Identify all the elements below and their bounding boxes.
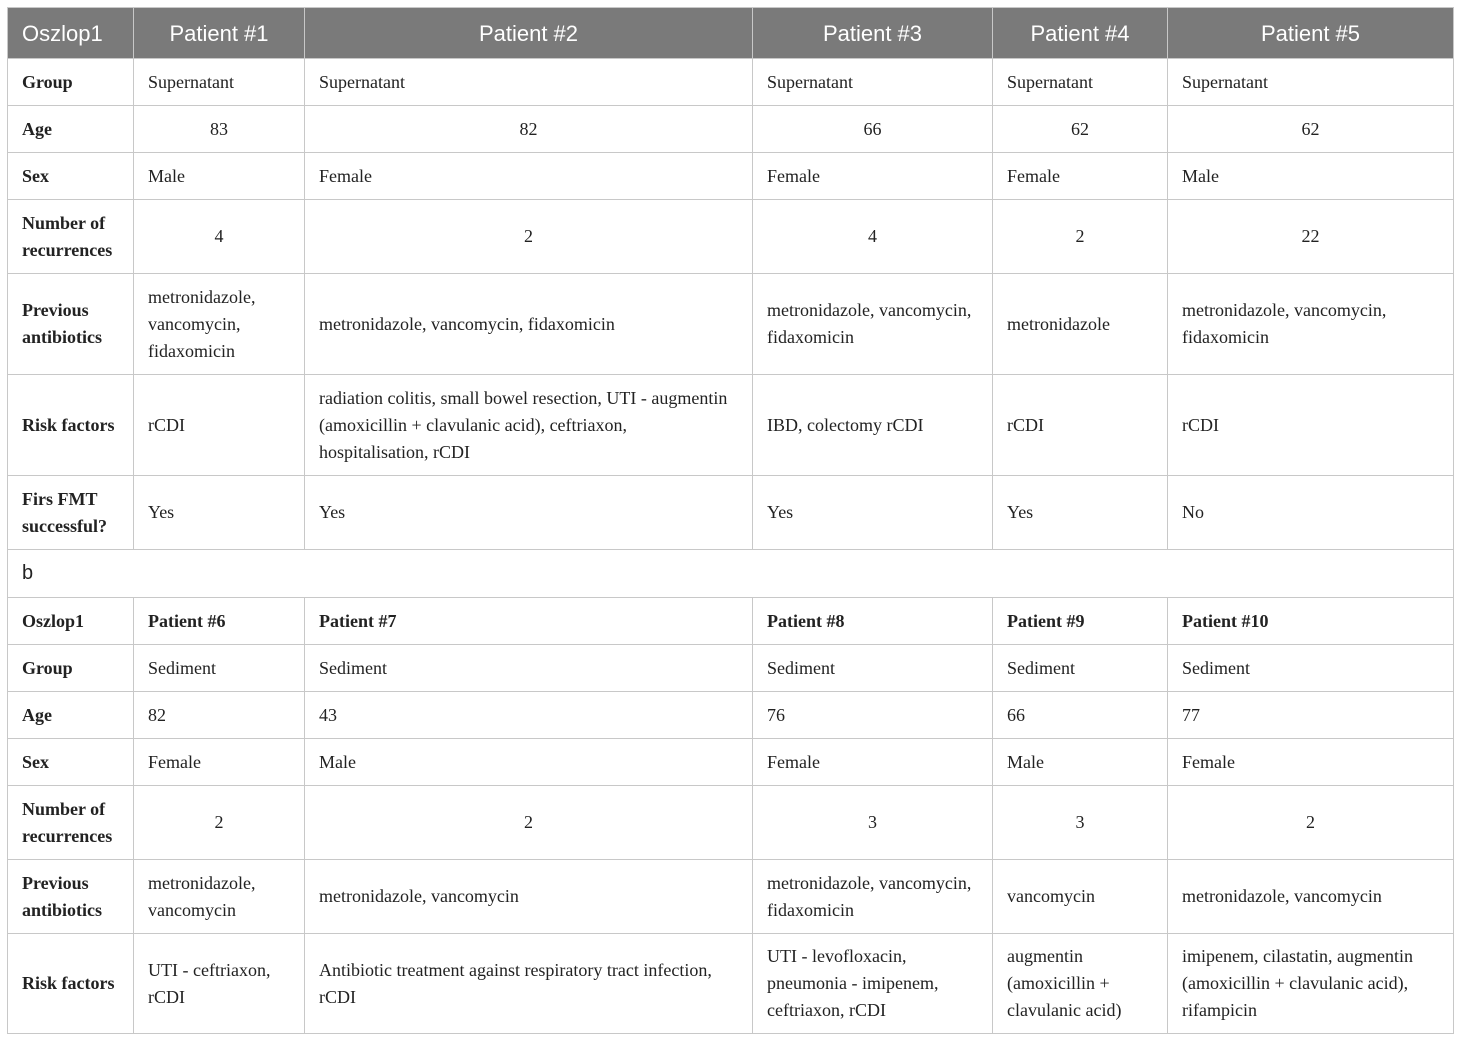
table-row-age xyxy=(8,692,1454,739)
table-cell: 2 xyxy=(1168,786,1454,860)
table-cell: 2 xyxy=(993,200,1168,274)
table-row-sex xyxy=(8,153,1454,200)
table-a-header-corner: Oszlop1 xyxy=(8,8,134,59)
table-cell: 62 xyxy=(993,106,1168,153)
table-cell: vancomycin xyxy=(993,860,1168,934)
table-cell: 76 xyxy=(753,692,993,739)
table-b-header-corner: Oszlop1 xyxy=(8,598,134,645)
table-cell: Sediment xyxy=(305,645,753,692)
row-label: Number of recurrences xyxy=(8,786,134,860)
table-cell: Female xyxy=(305,153,753,200)
table-row-previous-antibiotics xyxy=(8,274,1454,375)
table-b-header-patient-8: Patient #8 xyxy=(753,598,993,645)
table-cell: metronidazole, vancomycin, fidaxomicin xyxy=(753,860,993,934)
table-cell: metronidazole, vancomycin, fidaxomicin xyxy=(305,274,753,375)
table-cell: Sediment xyxy=(134,645,305,692)
patient-characteristics-table xyxy=(7,7,1454,1034)
table-cell: 4 xyxy=(134,200,305,274)
table-cell: Male xyxy=(993,739,1168,786)
section-b-label: b xyxy=(8,550,1454,598)
table-cell: metronidazole, vancomycin xyxy=(305,860,753,934)
table-cell: 62 xyxy=(1168,106,1454,153)
row-label: Previous antibiotics xyxy=(8,274,134,375)
table-row-first-fmt xyxy=(8,476,1454,550)
row-label: Previous antibiotics xyxy=(8,860,134,934)
table-cell: 2 xyxy=(305,786,753,860)
table-cell: UTI - ceftriaxon, rCDI xyxy=(134,934,305,1034)
table-cell: rCDI xyxy=(993,375,1168,476)
section-b-row xyxy=(8,550,1454,598)
table-cell: Female xyxy=(753,153,993,200)
table-b-header-row xyxy=(8,598,1454,645)
row-label: Age xyxy=(8,106,134,153)
table-cell: metronidazole, vancomycin xyxy=(134,860,305,934)
table-row-group xyxy=(8,645,1454,692)
table-cell: No xyxy=(1168,476,1454,550)
table-cell: metronidazole, vancomycin, fidaxomicin xyxy=(134,274,305,375)
table-a-header-patient-1: Patient #1 xyxy=(134,8,305,59)
table-cell: rCDI xyxy=(134,375,305,476)
table-cell: 3 xyxy=(993,786,1168,860)
table-cell: Supernatant xyxy=(993,59,1168,106)
table-cell: Sediment xyxy=(753,645,993,692)
table-cell: 77 xyxy=(1168,692,1454,739)
table-cell: Sediment xyxy=(993,645,1168,692)
table-cell: rCDI xyxy=(1168,375,1454,476)
table-a-header-row xyxy=(8,8,1454,59)
table-row-group xyxy=(8,59,1454,106)
table-cell: Supernatant xyxy=(1168,59,1454,106)
table-cell: 82 xyxy=(134,692,305,739)
table-cell: Yes xyxy=(134,476,305,550)
table-cell: 83 xyxy=(134,106,305,153)
row-label: Firs FMT successful? xyxy=(8,476,134,550)
table-cell: 22 xyxy=(1168,200,1454,274)
table-cell: Female xyxy=(1168,739,1454,786)
table-cell: 2 xyxy=(305,200,753,274)
table-cell: Supernatant xyxy=(134,59,305,106)
table-cell: Supernatant xyxy=(753,59,993,106)
table-row-risk-factors xyxy=(8,934,1454,1034)
row-label: Sex xyxy=(8,739,134,786)
table-cell: radiation colitis, small bowel resection, UTI - augmentin (amoxicillin + clavulanic acid), ceftriaxon, hospitalisation, rCDI xyxy=(305,375,753,476)
table-b-header-patient-6: Patient #6 xyxy=(134,598,305,645)
table-a-header-patient-3: Patient #3 xyxy=(753,8,993,59)
table-cell: 2 xyxy=(134,786,305,860)
table-row-previous-antibiotics xyxy=(8,860,1454,934)
table-cell: augmentin (amoxicillin + clavulanic acid) xyxy=(993,934,1168,1034)
table-b-header-patient-7: Patient #7 xyxy=(305,598,753,645)
row-label: Number of recurrences xyxy=(8,200,134,274)
table-cell: Female xyxy=(753,739,993,786)
table-cell: UTI - levofloxacin, pneumonia - imipenem, ceftriaxon, rCDI xyxy=(753,934,993,1034)
table-cell: IBD, colectomy rCDI xyxy=(753,375,993,476)
row-label: Group xyxy=(8,645,134,692)
table-cell: 43 xyxy=(305,692,753,739)
table-cell: Female xyxy=(993,153,1168,200)
table-cell: metronidazole, vancomycin, fidaxomicin xyxy=(1168,274,1454,375)
table-cell: metronidazole xyxy=(993,274,1168,375)
table-row-recurrences xyxy=(8,200,1454,274)
table-row-age xyxy=(8,106,1454,153)
table-cell: Male xyxy=(305,739,753,786)
table-cell: Male xyxy=(1168,153,1454,200)
table-cell: Antibiotic treatment against respiratory tract infection, rCDI xyxy=(305,934,753,1034)
table-b-header-patient-9: Patient #9 xyxy=(993,598,1168,645)
table-cell: 82 xyxy=(305,106,753,153)
row-label: Risk factors xyxy=(8,934,134,1034)
table-cell: Sediment xyxy=(1168,645,1454,692)
table-a-header-patient-2: Patient #2 xyxy=(305,8,753,59)
table-cell: Male xyxy=(134,153,305,200)
row-label: Age xyxy=(8,692,134,739)
table-cell: 4 xyxy=(753,200,993,274)
table-a-header-patient-5: Patient #5 xyxy=(1168,8,1454,59)
row-label: Risk factors xyxy=(8,375,134,476)
table-row-risk-factors xyxy=(8,375,1454,476)
table-cell: 66 xyxy=(993,692,1168,739)
table-cell: imipenem, cilastatin, augmentin (amoxicillin + clavulanic acid), rifampicin xyxy=(1168,934,1454,1034)
table-cell: Yes xyxy=(305,476,753,550)
table-cell: Yes xyxy=(753,476,993,550)
table-a-header-patient-4: Patient #4 xyxy=(993,8,1168,59)
table-cell: 66 xyxy=(753,106,993,153)
table-cell: Female xyxy=(134,739,305,786)
table-cell: 3 xyxy=(753,786,993,860)
table-cell: Supernatant xyxy=(305,59,753,106)
table-cell: metronidazole, vancomycin xyxy=(1168,860,1454,934)
table-row-sex xyxy=(8,739,1454,786)
table-cell: Yes xyxy=(993,476,1168,550)
table-cell: metronidazole, vancomycin, fidaxomicin xyxy=(753,274,993,375)
table-row-recurrences xyxy=(8,786,1454,860)
table-b-header-patient-10: Patient #10 xyxy=(1168,598,1454,645)
row-label: Group xyxy=(8,59,134,106)
row-label: Sex xyxy=(8,153,134,200)
